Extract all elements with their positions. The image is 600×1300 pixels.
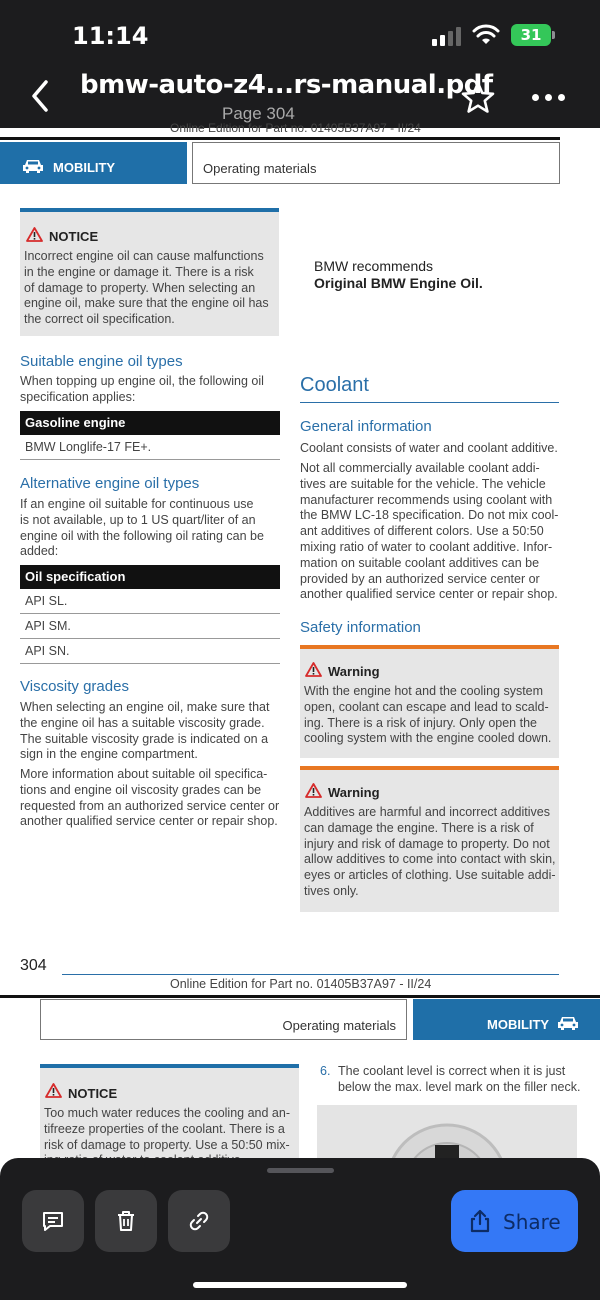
warning-box bbox=[300, 766, 559, 912]
link-button[interactable] bbox=[168, 1190, 230, 1252]
share-icon bbox=[467, 1208, 493, 1234]
section-title: Operating materials bbox=[203, 161, 317, 176]
cellular-signal-icon bbox=[432, 26, 464, 46]
general-info-text-1: Coolant consists of water and coolant additive. bbox=[300, 441, 558, 455]
warning-title: Warning bbox=[328, 785, 380, 800]
notice-title: NOTICE bbox=[68, 1086, 118, 1101]
share-button[interactable] bbox=[451, 1190, 578, 1252]
suitable-oil-heading: Suitable engine oil types bbox=[20, 353, 183, 370]
warning-title: Warning bbox=[328, 664, 380, 679]
notice-title: NOTICE bbox=[49, 229, 99, 244]
mobility-chapter-tab bbox=[413, 999, 600, 1040]
bottom-toolbar bbox=[0, 1158, 600, 1300]
section-title-box bbox=[192, 142, 560, 184]
comment-icon bbox=[41, 1209, 65, 1233]
section-title-box bbox=[40, 999, 407, 1040]
notice-text: Too much water reduces the cooling and an- tifreeze properties of the coolant. There is a risk of damage to property. Use a 50:50 mix- bbox=[44, 1106, 290, 1152]
delete-button[interactable] bbox=[95, 1190, 157, 1252]
footer-rule bbox=[62, 974, 559, 975]
page-separator bbox=[0, 995, 600, 998]
notice-box bbox=[20, 208, 279, 336]
warning-triangle-icon bbox=[305, 662, 322, 677]
page-top-rule bbox=[0, 137, 560, 140]
page-header-edition: Online Edition for Part no. 01405B37A97 - II/24 bbox=[170, 121, 421, 135]
oil-spec-row: API SL. bbox=[20, 589, 280, 614]
step-text: The coolant level is correct when it is just below the max. level mark on the filler neck. bbox=[338, 1064, 581, 1094]
section-title: Operating materials bbox=[282, 1018, 396, 1033]
warning-text: With the engine hot and the cooling system open, coolant can escape and lead to scald- ing. There is a risk of injury. Only open the cooling system with the engine cooled down. bbox=[304, 684, 552, 746]
warning-triangle-icon bbox=[305, 783, 322, 798]
recommend-text: BMW recommends bbox=[314, 258, 434, 274]
viscosity-heading: Viscosity grades bbox=[20, 678, 129, 695]
favorite-star-icon[interactable] bbox=[460, 80, 496, 116]
notice-text: Incorrect engine oil can cause malfunctions in the engine or damage it. There is a risk of damage to property. When selecting an engine oil, make sure that the engine oil has the correct oil specification. bbox=[24, 249, 269, 327]
page-number: 304 bbox=[20, 957, 47, 974]
viscosity-text-1: When selecting an engine oil, make sure that the engine oil has a suitable viscosity grade. The suitable viscosity grade is indicated on a sign in the engine compartment. bbox=[20, 700, 270, 762]
document-title: bmw-auto-z4...rs-manual.pdf bbox=[80, 70, 493, 100]
mobility-label: MOBILITY bbox=[487, 1017, 550, 1032]
oil-spec-row: API SM. bbox=[20, 614, 280, 639]
general-info-text-2: Not all commercially available coolant addi- tives are suitable for the vehicle. The vehicle manufacturer recommends using coolant with the BMW LC-18 specification. Do not mix cool- ant additives of different colors. Use a 50:50 mixing ratio of water to coolant additive. Infor- mation on suitable coolant additives can be provided by an authorized service center or another qualified service center or repair shop. bbox=[300, 461, 559, 602]
trash-icon bbox=[114, 1209, 138, 1233]
gasoline-table-header: Gasoline engine bbox=[20, 411, 280, 435]
comment-button[interactable] bbox=[22, 1190, 84, 1252]
mobility-label: MOBILITY bbox=[53, 160, 116, 175]
share-label: Share bbox=[503, 1210, 561, 1234]
safety-info-heading: Safety information bbox=[300, 619, 421, 636]
step-number: 6. bbox=[320, 1064, 331, 1078]
viscosity-text-2: More information about suitable oil specifica- tions and engine oil viscosity grades can be requested from an authorized service center or another qualified service center or repair shop. bbox=[20, 767, 280, 829]
home-indicator bbox=[193, 1282, 407, 1288]
warning-text: Additives are harmful and incorrect additives can damage the engine. There is a risk of injury and risk of damage to property. Do not allow additives to come into contact with skin, eyes or articles of clothing. Use suitable addi- tives only. bbox=[304, 805, 556, 898]
alternative-oil-text: If an engine oil suitable for continuous use is not available, up to 1 US quart/liter of an engine oil with the following oil rating can be added: bbox=[20, 497, 264, 559]
gasoline-table-row: BMW Longlife-17 FE+. bbox=[20, 435, 280, 460]
warning-triangle-icon bbox=[45, 1083, 62, 1098]
link-icon bbox=[187, 1209, 211, 1233]
sheet-grabber[interactable] bbox=[267, 1168, 334, 1173]
notice-box bbox=[40, 1064, 299, 1164]
page-footer-edition: Online Edition for Part no. 01405B37A97 - II/24 bbox=[170, 977, 432, 991]
mobility-chapter-tab bbox=[0, 142, 187, 184]
coolant-rule bbox=[300, 402, 559, 403]
general-info-heading: General information bbox=[300, 418, 432, 435]
back-chevron-icon[interactable] bbox=[26, 76, 56, 116]
suitable-oil-text: When topping up engine oil, the following oil specification applies: bbox=[20, 374, 264, 404]
more-options-icon[interactable] bbox=[532, 94, 568, 102]
coolant-title: Coolant bbox=[300, 374, 369, 396]
oil-spec-table-header: Oil specification bbox=[20, 565, 280, 589]
warning-box bbox=[300, 645, 559, 758]
car-icon bbox=[22, 158, 44, 174]
battery-icon: 31 bbox=[511, 24, 551, 46]
status-time: 11:14 bbox=[72, 22, 149, 50]
oil-spec-row: API SN. bbox=[20, 639, 280, 664]
recommend-product: Original BMW Engine Oil. bbox=[314, 275, 483, 291]
alternative-oil-heading: Alternative engine oil types bbox=[20, 475, 200, 492]
coolant-reservoir-photo bbox=[317, 1105, 577, 1165]
warning-triangle-icon bbox=[26, 227, 43, 242]
wifi-icon bbox=[472, 24, 500, 46]
car-icon bbox=[557, 1015, 579, 1031]
page-indicator: Page 304 bbox=[222, 104, 295, 123]
top-bar bbox=[0, 0, 600, 128]
